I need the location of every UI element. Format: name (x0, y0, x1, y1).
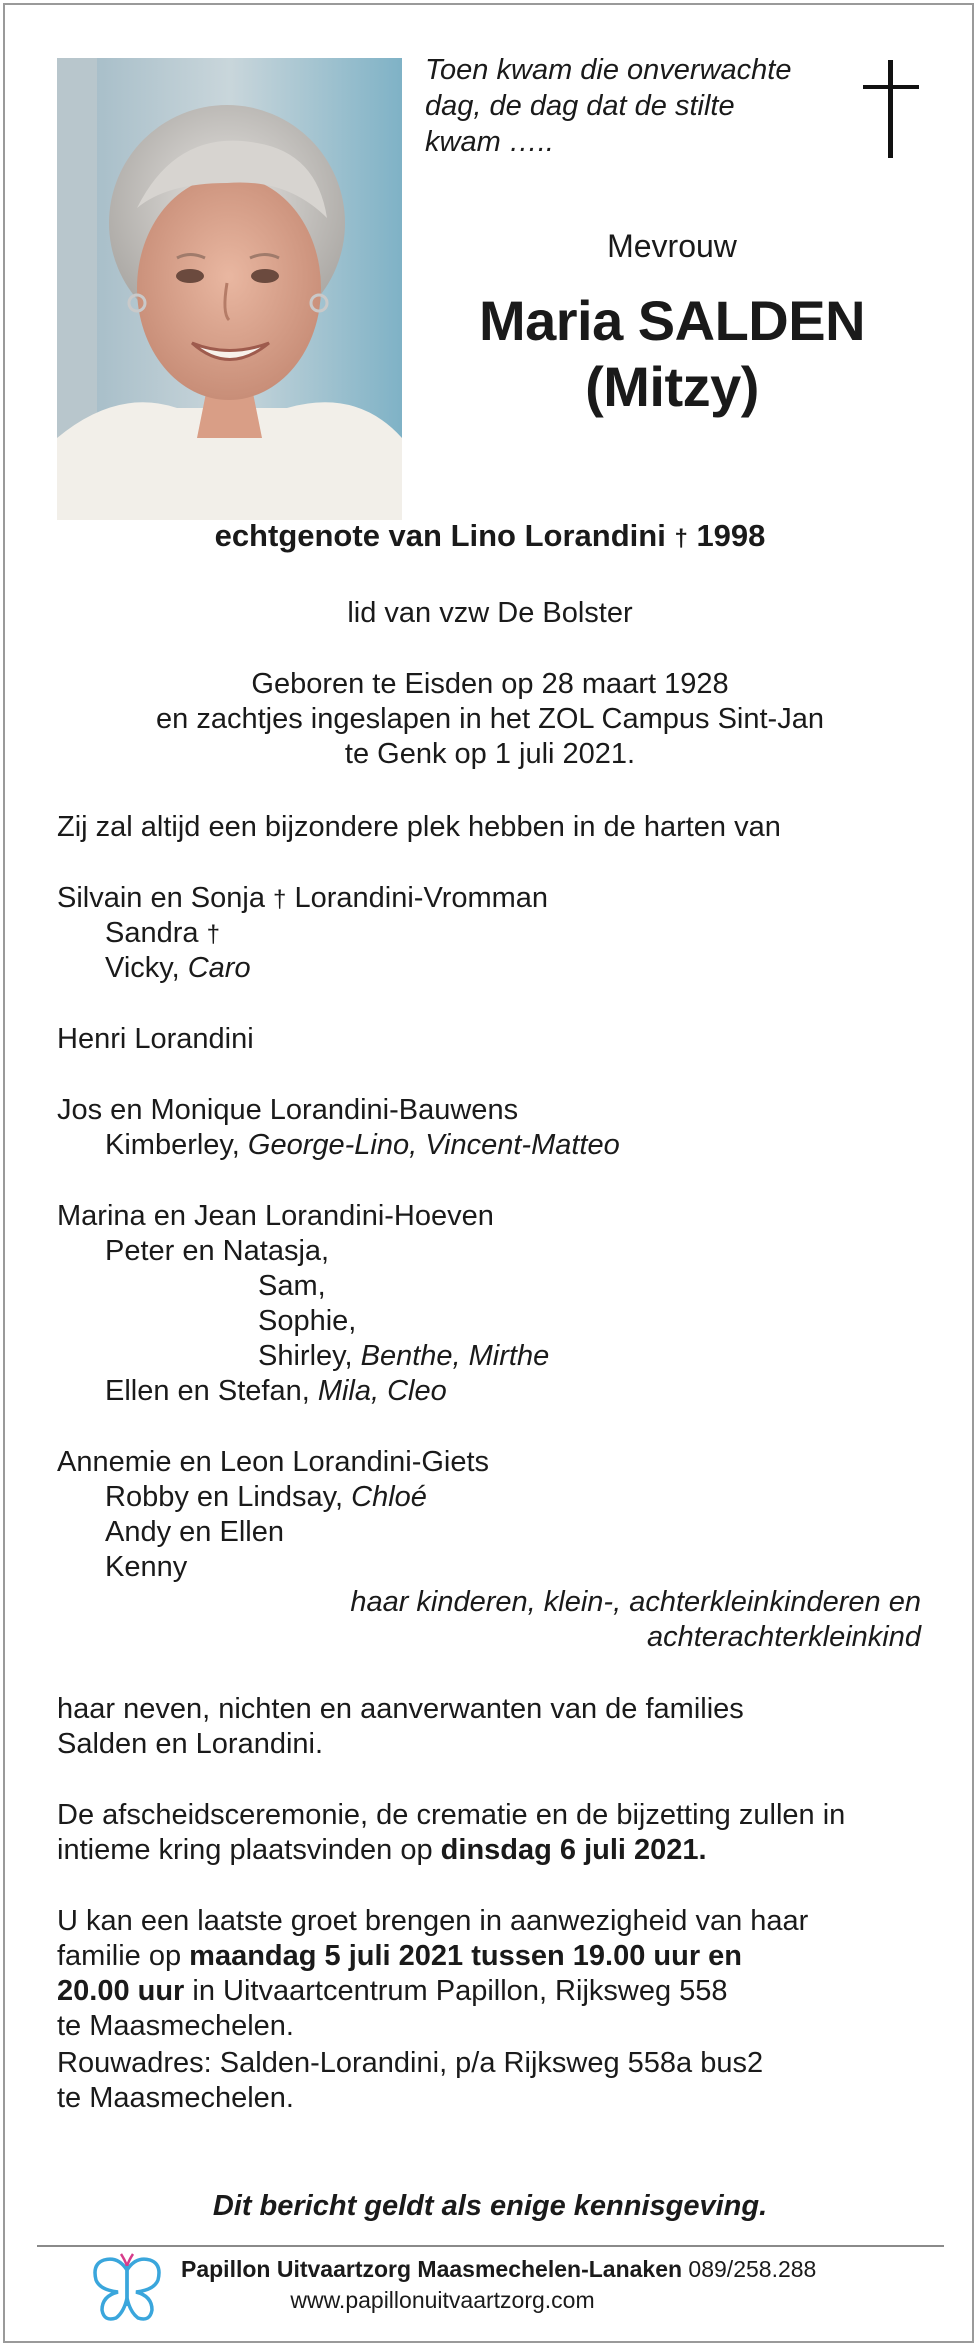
address-line: Rouwadres: Salden-Lorandini, p/a Rijksweg 558a bus2 (57, 2047, 764, 2079)
portrait-photo (57, 58, 402, 520)
relatives-line: Salden en Lorandini. (57, 1728, 324, 1760)
family-line (105, 1480, 427, 1515)
cross-symbol: † (206, 921, 220, 948)
butterfly-icon (88, 2250, 166, 2333)
poem-line: dag, de dag dat de stilte (425, 90, 735, 122)
company-name: Papillon Uitvaartzorg Maasmechelen-Lanaken (181, 2256, 683, 2282)
visit-line: U kan een laatste groet brengen in aanwezigheid van haar (57, 1905, 809, 1937)
deceased-name (452, 288, 892, 420)
relation-line: haar kinderen, klein-, achterkleinkinderen en (350, 1586, 921, 1618)
family-line: Henri Lorandini (57, 1023, 254, 1055)
family-line: Jos en Monique Lorandini-Bauwens (57, 1094, 519, 1126)
visit-date: maandag 5 juli 2021 tussen 19.00 uur en (189, 1940, 743, 1972)
funeral-company (181, 2256, 816, 2283)
ceremony-date: dinsdag 6 juli 2021. (440, 1834, 707, 1866)
name-line: Maria SALDEN (478, 289, 866, 352)
family-line (258, 1339, 549, 1374)
nickname-line: (Mitzy) (585, 355, 759, 418)
grandchildren-names: Chloé (351, 1481, 427, 1513)
honorific: Mevrouw (607, 228, 737, 264)
ceremony-line: De afscheidsceremonie, de crematie en de bijzetting zullen in (57, 1799, 846, 1831)
grandchildren-names: George-Lino, Vincent-Matteo (247, 1129, 620, 1161)
visit-info (57, 1904, 808, 2044)
family-line: Andy en Ellen (105, 1516, 284, 1548)
poem-line: kwam ….. (425, 126, 554, 158)
grandchildren-names: Caro (187, 952, 251, 984)
family-line: Marina en Jean Lorandini-Hoeven (57, 1200, 494, 1232)
relatives-line: haar neven, nichten en aanverwanten van de families (57, 1693, 744, 1725)
info-line: en zachtjes ingeslapen in het ZOL Campus Sint-Jan (156, 703, 824, 735)
ceremony-info (57, 1798, 845, 1868)
family-name: Ellen en Stefan, (105, 1375, 318, 1407)
grandchildren-names: Mila, Cleo (317, 1375, 447, 1407)
spouse-year: 1998 (696, 518, 766, 553)
mourning-address (57, 2046, 763, 2116)
ceremony-line (57, 1833, 845, 1868)
info-line: Geboren te Eisden op 28 maart 1928 (251, 668, 729, 700)
family-line (57, 881, 548, 917)
relatives (57, 1692, 744, 1762)
family-name: Kimberley, (105, 1129, 248, 1161)
birth-death-info (0, 667, 980, 772)
cross-icon (863, 60, 919, 165)
family-line: Kenny (105, 1551, 188, 1583)
membership: lid van vzw De Bolster (347, 597, 633, 629)
family-intro: Zij zal altijd een bijzondere plek hebben in de harten van (57, 811, 781, 843)
family-name: Silvain en Sonja (57, 882, 265, 914)
family-name: Robby en Lindsay, (105, 1481, 352, 1513)
company-phone: 089/258.288 (682, 2256, 817, 2282)
family-name: Shirley, (258, 1340, 361, 1372)
spouse-line (0, 518, 980, 554)
company-website[interactable]: www.papillonuitvaartzorg.com (290, 2287, 595, 2313)
cross-symbol: † (273, 886, 287, 913)
notice-statement: Dit bericht geldt als enige kennisgeving. (212, 2190, 768, 2222)
family-line: Sophie, (258, 1305, 357, 1337)
visit-line: te Maasmechelen. (57, 2010, 294, 2042)
family-name: Vicky, (105, 952, 188, 984)
family-name: Lorandini-Vromman (294, 882, 549, 914)
visit-line (57, 1939, 808, 1974)
address-line: te Maasmechelen. (57, 2082, 294, 2114)
family-name: Sandra (105, 917, 199, 949)
family-line: Annemie en Leon Lorandini-Giets (57, 1446, 490, 1478)
family-line: Sam, (258, 1270, 326, 1302)
family-line (105, 1128, 620, 1163)
family-line (105, 951, 251, 986)
family-line (105, 916, 220, 952)
ceremony-text: intieme kring plaatsvinden op (57, 1834, 441, 1866)
relation-line: achterachterkleinkind (646, 1621, 921, 1653)
spouse-text: echtgenote van Lino Lorandini (214, 518, 666, 553)
poem (425, 52, 845, 160)
poem-line: Toen kwam die onverwachte (425, 54, 792, 86)
family-line: Peter en Natasja, (105, 1235, 330, 1267)
info-line: te Genk op 1 juli 2021. (344, 738, 636, 770)
visit-text: familie op (57, 1940, 190, 1972)
visit-text: in Uitvaartcentrum Papillon, Rijksweg 558 (184, 1975, 728, 2007)
grandchildren-names: Benthe, Mirthe (360, 1340, 550, 1372)
divider (37, 2245, 944, 2247)
family-line (105, 1374, 447, 1409)
visit-time: 20.00 uur (57, 1975, 185, 2007)
visit-line (57, 1974, 808, 2009)
cross-symbol: † (674, 525, 688, 552)
